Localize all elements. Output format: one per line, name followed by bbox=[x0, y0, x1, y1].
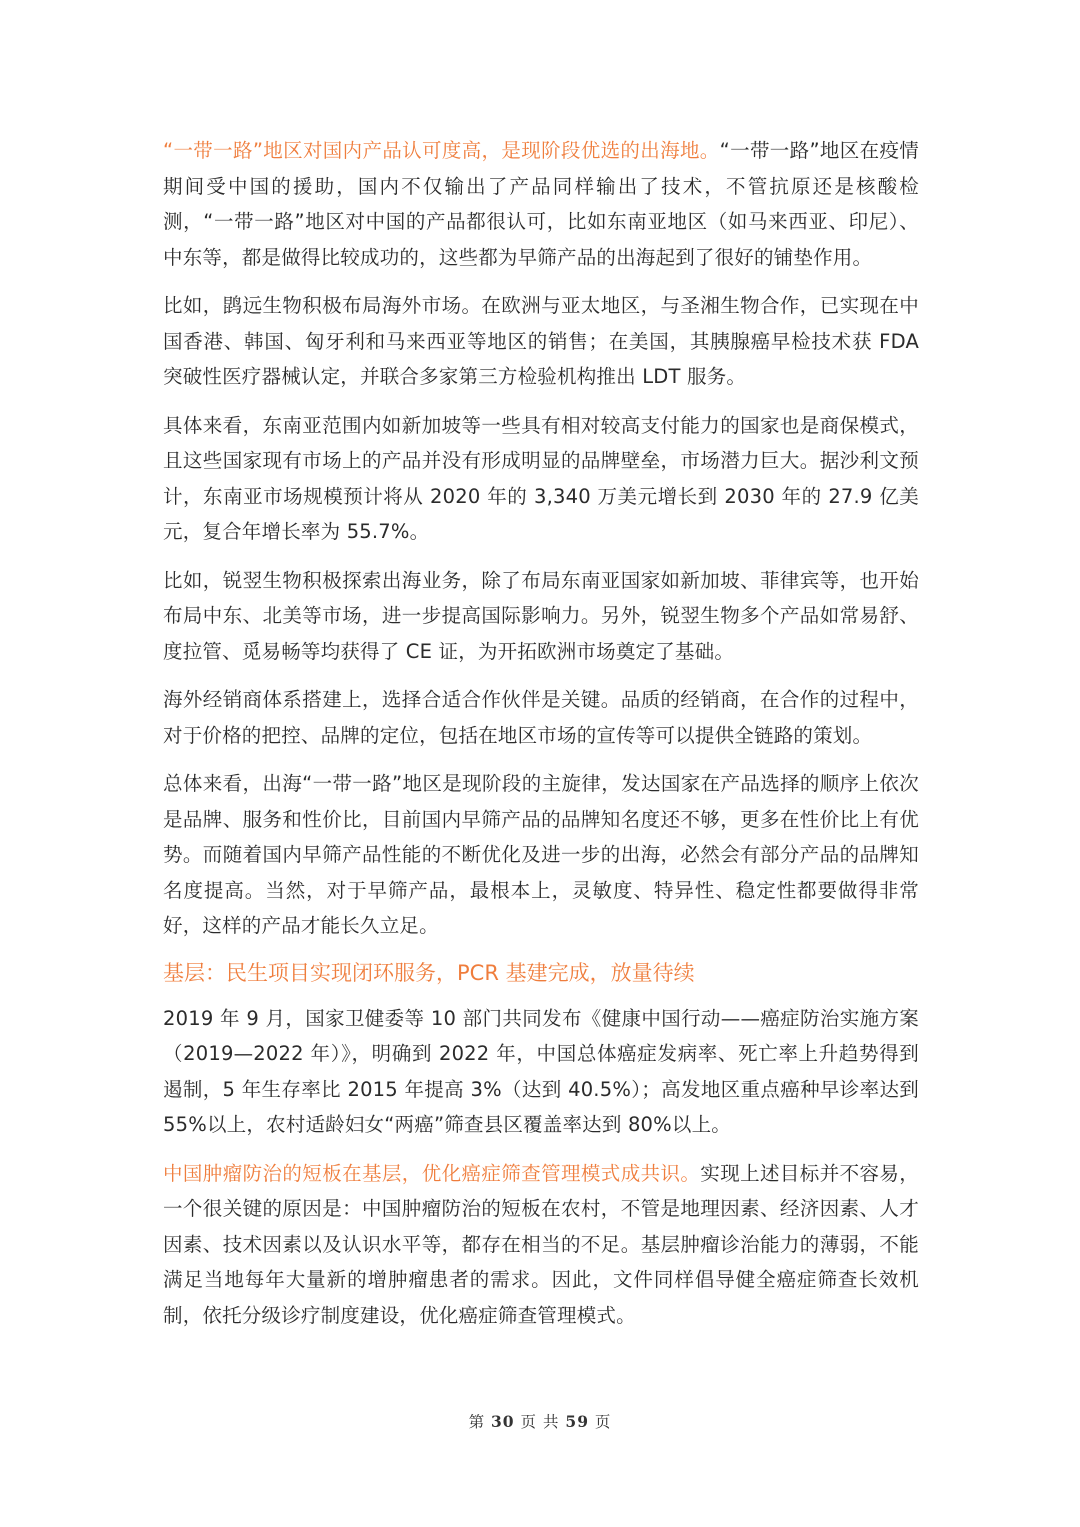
paragraph-highlight: “一带一路”地区对国内产品认可度高，是现阶段优选的出海地。 bbox=[163, 139, 720, 162]
paragraph-distributors bbox=[163, 682, 919, 753]
paragraph-text: 2019 年 9 月，国家卫健委等 10 部门共同发布《健康中国行动——癌症防治实施方案（2019—2022 年）》，明确到 2022 年，中国总体癌症发病率、死亡率上升趋势得到遏制，5 年生存率比 2015 年提高 3%（达到 40.5%）；高发地区重点癌种早诊率达到 55%以上，农村适龄妇女“两癌”筛查县区覆盖率达到 80%以上。 bbox=[163, 1006, 919, 1136]
paragraph-text: 具体来看，东南亚范围内如新加坡等一些具有相对较高支付能力的国家也是商保模式，且这些国家现有市场上的产品并没有形成明显的品牌壁垒，市场潜力巨大。据沙利文预计，东南亚市场规模预计将从 2020 年的 3,340 万美元增长到 2030 年的 27.9 亿美元，复合年增长率为 55.7%。 bbox=[163, 413, 919, 543]
paragraph-text: 比如，鹍远生物积极布局海外市场。在欧洲与亚太地区，与圣湘生物合作，已实现在中国香港、韩国、匈牙利和马来西亚等地区的销售；在美国，其胰腺癌早检技术获 FDA 突破性医疗器械认定，并联合多家第三方检验机构推出 LDT 服务。 bbox=[163, 294, 919, 388]
paragraph-text: 比如，锐翌生物积极探索出海业务，除了布局东南亚国家如新加坡、菲律宾等，也开始布局中东、北美等市场，进一步提高国际影响力。另外，锐翌生物多个产品如常易舒、度拉管、觅易畅等均获得了 CE 证，为开拓欧洲市场奠定了基础。 bbox=[163, 568, 919, 663]
paragraph-grassroots bbox=[163, 1156, 919, 1334]
paragraph-cancer-plan bbox=[163, 1001, 919, 1143]
total-page-count: 59 bbox=[565, 1412, 589, 1431]
footer-middle: 页 共 bbox=[520, 1413, 560, 1431]
paragraph-southeast-asia bbox=[163, 408, 919, 550]
paragraph-belt-road bbox=[163, 133, 919, 275]
paragraph-summary bbox=[163, 766, 919, 944]
paragraph-highlight: 中国肿瘤防治的短板在基层，优化癌症筛查管理模式成共识。 bbox=[163, 1161, 701, 1185]
footer-prefix: 第 bbox=[468, 1413, 486, 1431]
paragraph-kunyuan bbox=[163, 288, 919, 395]
current-page-number: 30 bbox=[491, 1412, 515, 1431]
section-heading: 基层：民生项目实现闭环服务，PCR 基建完成，放量待续 bbox=[163, 960, 695, 985]
footer-suffix: 页 bbox=[594, 1413, 612, 1431]
paragraph-text: 海外经销商体系搭建上，选择合适合作伙伴是关键。品质的经销商，在合作的过程中，对于价格的把控、品牌的定位，包括在地区市场的宣传等可以提供全链路的策划。 bbox=[163, 688, 919, 747]
paragraph-text: 总体来看，出海“一带一路”地区是现阶段的主旋律，发达国家在产品选择的顺序上依次是品牌、服务和性价比，目前国内早筛产品的品牌知名度还不够，更多在性价比上有优势。而随着国内早筛产品性能的不断优化及进一步的出海，必然会有部分产品的品牌知名度提高。当然，对于早筛产品，最根本上，灵敏度、特异性、稳定性都要做得非常好，这样的产品才能长久立足。 bbox=[163, 772, 919, 937]
paragraph-text: 实现上述目标并不容易，一个很关键的原因是：中国肿瘤防治的短板在农村，不管是地理因素、经济因素、人才因素、技术因素以及认识水平等，都存在相当的不足。基层肿瘤诊治能力的薄弱，不能满足当地每年大量新的增肿瘤患者的需求。因此，文件同样倡导健全癌症筛查长效机制，依托分级诊疗制度建设，优化癌症筛查管理模式。 bbox=[163, 1161, 919, 1327]
paragraph-ruiyi bbox=[163, 563, 919, 670]
document-body bbox=[163, 133, 919, 1346]
page-footer bbox=[0, 1410, 1080, 1432]
paragraph-text: “一带一路”地区在疫情期间受中国的援助，国内不仅输出了产品同样输出了技术，不管抗原还是核酸检测，“一带一路”地区对中国的产品都很认可，比如东南亚地区（如马来西亚、印尼）、中东等，都是做得比较成功的，这些都为早筛产品的出海起到了很好的铺垫作用。 bbox=[163, 139, 919, 269]
